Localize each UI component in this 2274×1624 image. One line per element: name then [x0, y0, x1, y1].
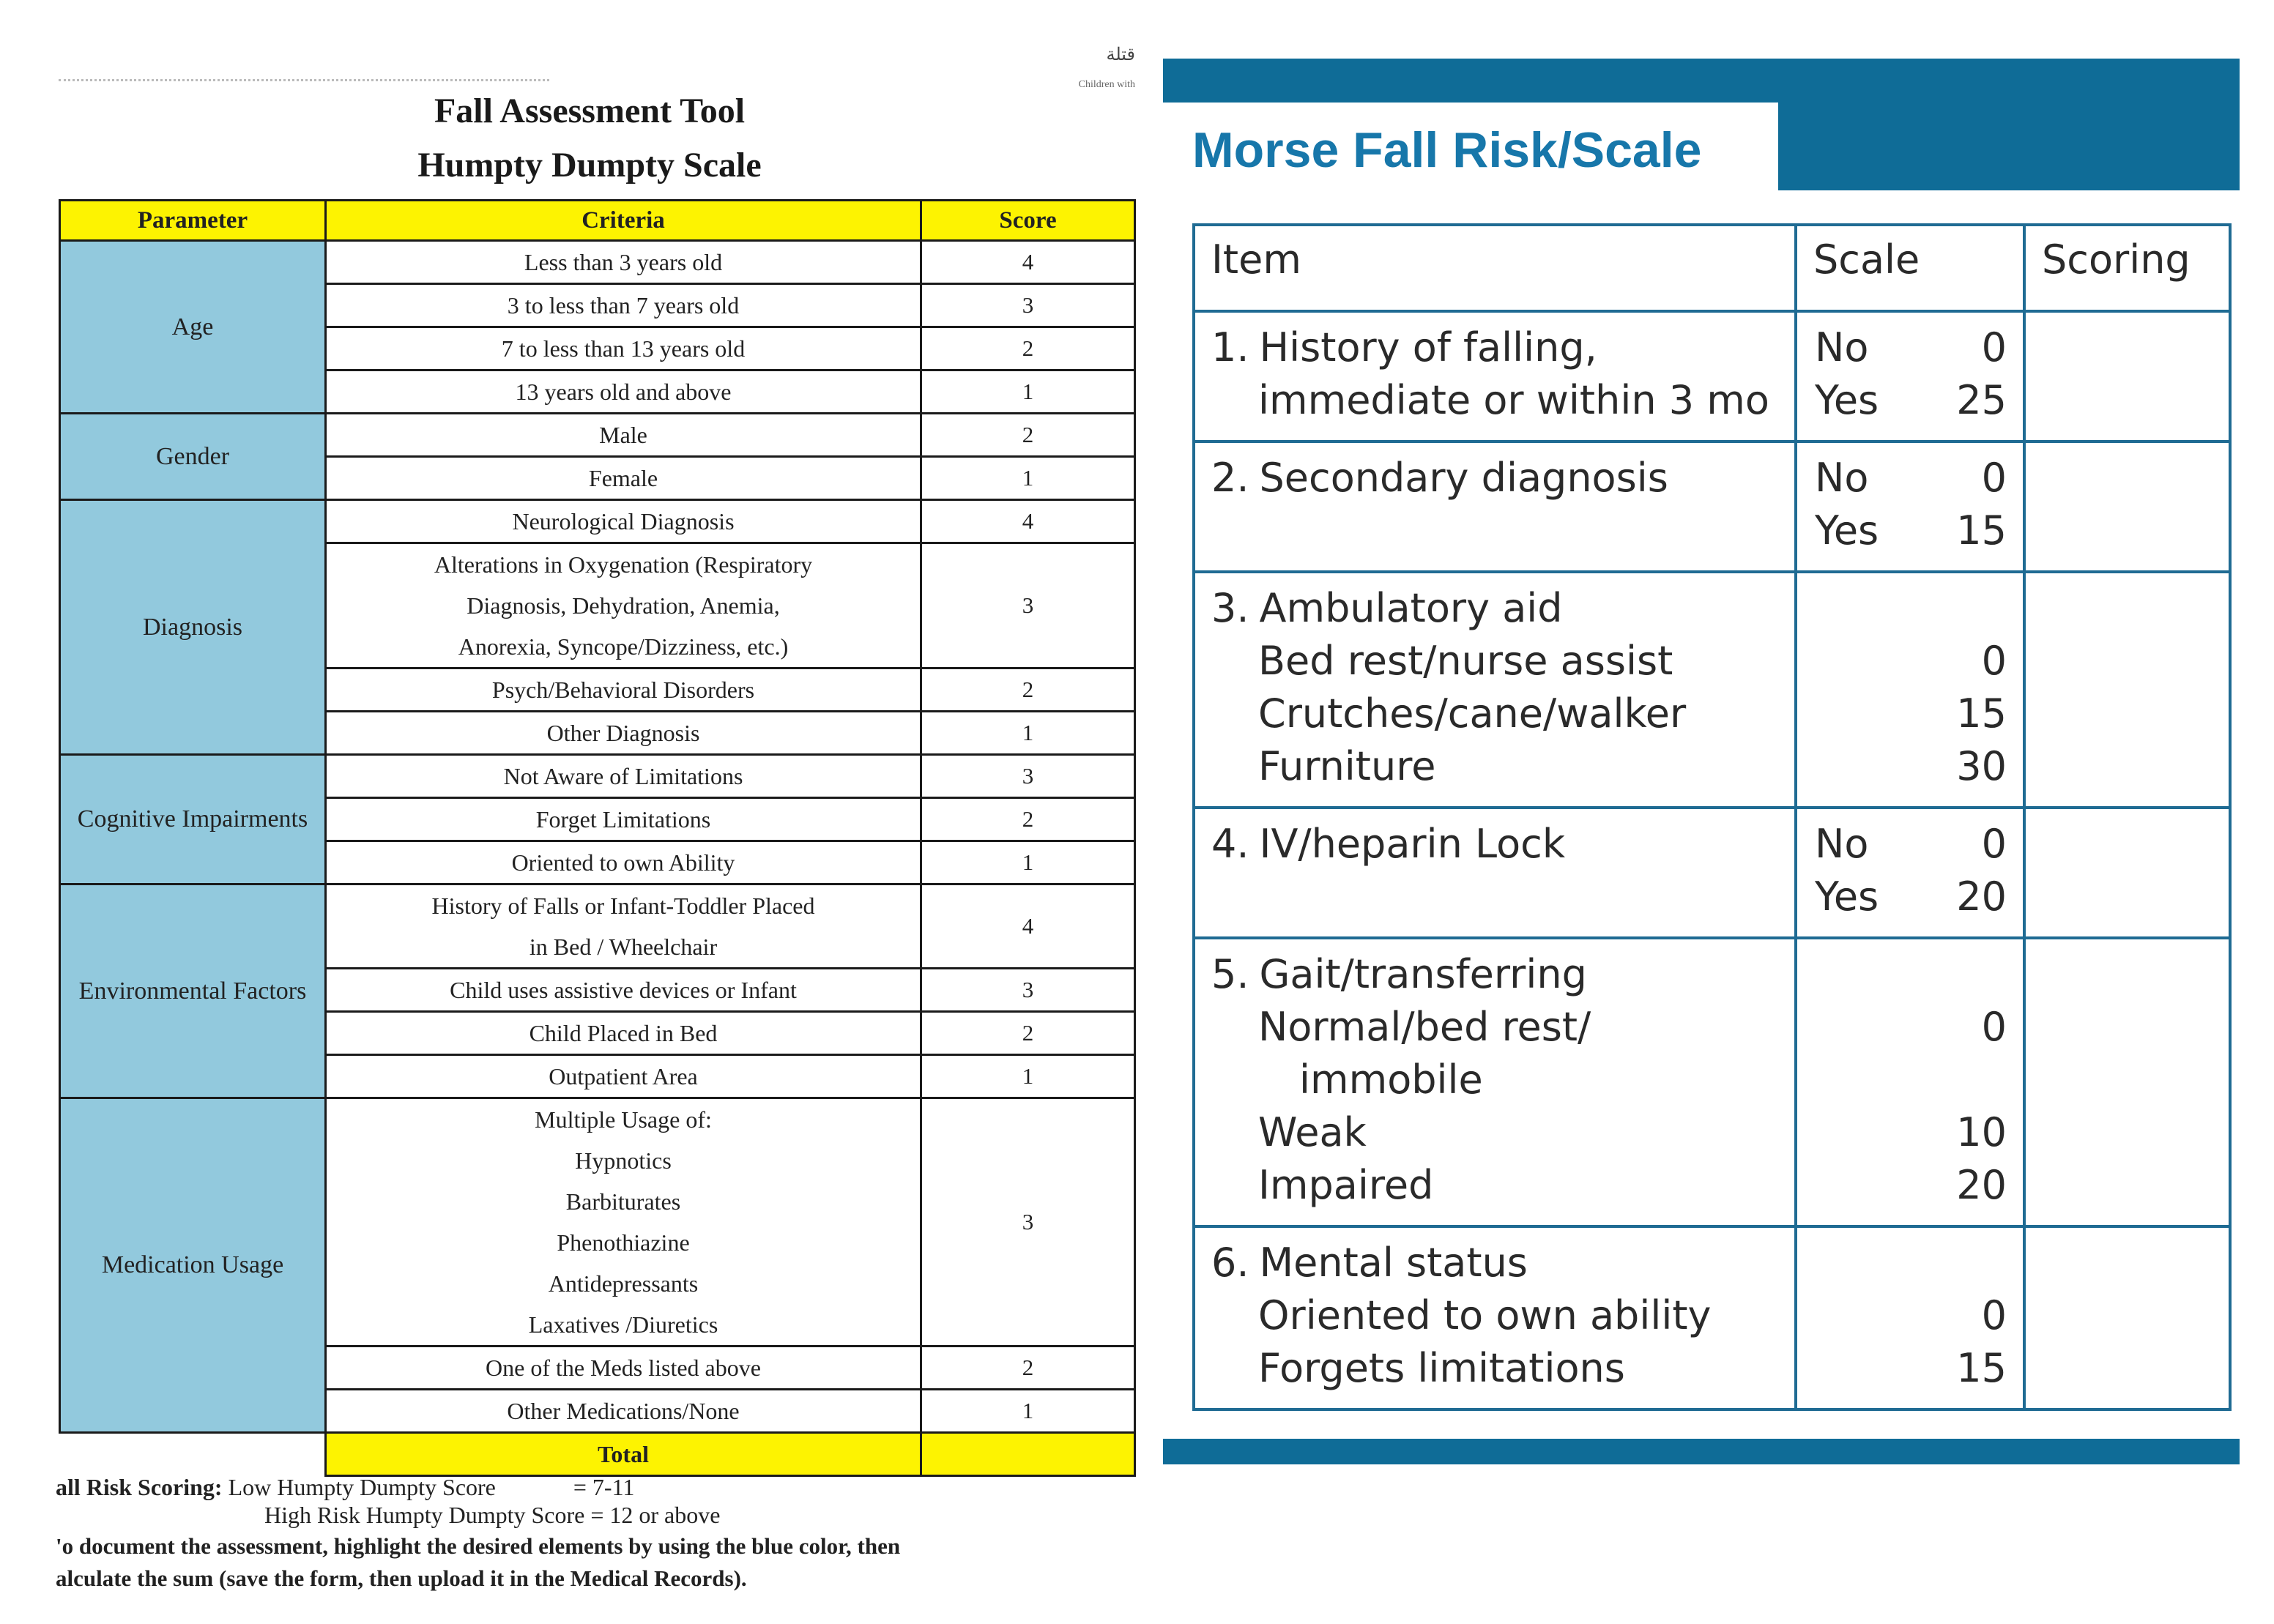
hospital-logo — [1025, 45, 1135, 91]
high-risk-label: High Risk Humpty Dumpty Score = 12 or above — [264, 1502, 721, 1528]
item-cell — [1194, 808, 1796, 938]
scale-value-row — [1815, 1159, 2007, 1212]
scoring-cell[interactable] — [2024, 1226, 2230, 1409]
scale-cell — [1796, 1226, 2024, 1409]
criteria-cell[interactable]: Other Medications/None — [326, 1390, 921, 1433]
scale-value: 15 — [1956, 690, 2007, 737]
item-label-line — [1211, 321, 1778, 374]
scale-option-label: No — [1815, 821, 1869, 867]
criteria-cell[interactable] — [326, 1098, 921, 1346]
score-cell[interactable]: 1 — [921, 1390, 1135, 1433]
scale-value-row — [1815, 688, 2007, 740]
item-sub-label: Bed rest/nurse assist — [1258, 638, 1673, 684]
item-sub-label: Furniture — [1258, 743, 1436, 789]
score-cell[interactable]: 3 — [921, 543, 1135, 668]
morse-fall-card — [1163, 59, 2240, 1464]
scale-option-value: 25 — [1956, 377, 2007, 423]
parameter-cell: Gender — [60, 414, 326, 500]
scale-option-label: Yes — [1815, 874, 1879, 920]
item-label-line — [1211, 1237, 1778, 1289]
header-scoring: Scoring — [2024, 225, 2230, 311]
scoring-label: all Risk Scoring: — [56, 1474, 223, 1500]
morse-body — [1194, 311, 2230, 1409]
criteria-cell[interactable]: Oriented to own Ability — [326, 841, 921, 884]
table-row — [60, 500, 1135, 543]
scoring-cell[interactable] — [2024, 311, 2230, 442]
scale-value-row — [1815, 1001, 2007, 1054]
header-criteria: Criteria — [326, 201, 921, 241]
item-label: Secondary diagnosis — [1259, 455, 1668, 501]
table-row — [60, 1098, 1135, 1346]
header-item: Item — [1194, 225, 1796, 311]
item-sub-label: Oriented to own ability — [1258, 1292, 1712, 1338]
logo-text: قتلة — [1106, 45, 1135, 64]
item-sub-label: Crutches/cane/walker — [1258, 690, 1687, 737]
scale-value: 0 — [1981, 1292, 2007, 1338]
total-label: Total — [326, 1433, 921, 1476]
scale-value-row — [1815, 1289, 2007, 1342]
scale-option-value: 15 — [1956, 507, 2007, 554]
table-row — [1194, 808, 2230, 938]
score-cell[interactable]: 2 — [921, 1346, 1135, 1390]
scale-cell — [1796, 808, 2024, 938]
item-label-line — [1211, 374, 1778, 427]
criteria-cell[interactable]: One of the Meds listed above — [326, 1346, 921, 1390]
item-cell — [1194, 311, 1796, 442]
scale-value-row — [1815, 1342, 2007, 1395]
scoring-cell[interactable] — [2024, 808, 2230, 938]
criteria-cell[interactable]: 3 to less than 7 years old — [326, 284, 921, 327]
criteria-line: Phenothiazine — [557, 1229, 690, 1256]
criteria-cell[interactable]: Not Aware of Limitations — [326, 755, 921, 798]
scale-option-value: 0 — [1981, 324, 2007, 370]
score-cell[interactable]: 2 — [921, 798, 1135, 841]
scale-cell — [1796, 442, 2024, 572]
item-label: History of falling, — [1259, 324, 1597, 370]
criteria-cell[interactable] — [326, 884, 921, 969]
scale-option — [1815, 504, 2007, 557]
item-sub-label: Normal/bed rest/ — [1258, 1004, 1591, 1050]
parameter-cell: Cognitive Impairments — [60, 755, 326, 884]
item-sub-label: Forgets limitations — [1258, 1345, 1625, 1391]
scale-option-label: No — [1815, 324, 1869, 370]
criteria-cell[interactable]: Child uses assistive devices or Infant — [326, 969, 921, 1012]
scale-value: 20 — [1956, 1162, 2007, 1208]
humpty-dumpty-table — [59, 199, 1136, 1477]
header-parameter: Parameter — [60, 201, 326, 241]
scale-spacer — [1815, 582, 2007, 635]
table-row — [60, 755, 1135, 798]
criteria-line: History of Falls or Infant-Toddler Placed — [431, 893, 815, 919]
item-sub-label: Weak — [1258, 1109, 1367, 1155]
score-cell[interactable]: 2 — [921, 327, 1135, 370]
criteria-line: Hypnotics — [575, 1147, 672, 1174]
table-row — [1194, 572, 2230, 808]
score-cell[interactable]: 2 — [921, 668, 1135, 712]
criteria-cell[interactable]: Psych/Behavioral Disorders — [326, 668, 921, 712]
scale-cell — [1796, 311, 2024, 442]
parameter-cell: Medication Usage — [60, 1098, 326, 1433]
item-number: 3. — [1211, 585, 1249, 631]
item-label-line — [1211, 818, 1778, 871]
criteria-cell[interactable]: 7 to less than 13 years old — [326, 327, 921, 370]
criteria-cell[interactable]: Forget Limitations — [326, 798, 921, 841]
score-cell[interactable]: 1 — [921, 1055, 1135, 1098]
criteria-cell[interactable]: 13 years old and above — [326, 370, 921, 414]
criteria-cell[interactable]: Less than 3 years old — [326, 241, 921, 284]
item-label-line — [1211, 452, 1778, 504]
morse-title: Morse Fall Risk/Scale — [1192, 122, 1702, 178]
parameter-cell: Environmental Factors — [60, 884, 326, 1098]
criteria-line: Antidepressants — [548, 1270, 699, 1297]
low-risk-value: = 7-11 — [573, 1474, 635, 1500]
parameter-cell: Diagnosis — [60, 500, 326, 755]
item-number: 2. — [1211, 455, 1249, 501]
form-title: Fall Assessment Tool — [434, 92, 746, 130]
instruction-line-2: alculate the sum (save the form, then upload it in the Medical Records). — [56, 1565, 747, 1591]
score-cell[interactable]: 3 — [921, 284, 1135, 327]
parameter-cell: Age — [60, 241, 326, 414]
scale-option-value: 0 — [1981, 821, 2007, 867]
item-label: IV/heparin Lock — [1259, 821, 1566, 867]
criteria-line: Multiple Usage of: — [535, 1106, 712, 1133]
instruction-line-1: 'o document the assessment, highlight the desired elements by using the blue color, then — [56, 1533, 901, 1559]
item-label: Ambulatory aid — [1259, 585, 1563, 631]
scale-spacer — [1815, 948, 2007, 1001]
criteria-cell[interactable]: Female — [326, 457, 921, 500]
scale-value: 30 — [1956, 743, 2007, 789]
score-cell[interactable]: 1 — [921, 712, 1135, 755]
criteria-line: Anorexia, Syncope/Dizziness, etc.) — [458, 633, 789, 660]
item-label-line — [1211, 582, 1778, 635]
scale-value: 0 — [1981, 1004, 2007, 1050]
item-sub-label: immobile — [1299, 1057, 1483, 1103]
criteria-cell[interactable]: Outpatient Area — [326, 1055, 921, 1098]
scale-option — [1815, 374, 2007, 427]
table-row — [1194, 1226, 2230, 1409]
criteria-cell[interactable]: Male — [326, 414, 921, 457]
item-number: 1. — [1211, 324, 1249, 370]
criteria-line: in Bed / Wheelchair — [529, 934, 718, 960]
criteria-line: Alterations in Oxygenation (Respiratory — [434, 551, 813, 578]
score-cell[interactable]: 1 — [921, 457, 1135, 500]
table-row — [1194, 311, 2230, 442]
score-cell[interactable]: 2 — [921, 1012, 1135, 1055]
scale-option-value: 0 — [1981, 455, 2007, 501]
score-cell[interactable]: 1 — [921, 841, 1135, 884]
criteria-cell[interactable]: Child Placed in Bed — [326, 1012, 921, 1055]
item-cell — [1194, 442, 1796, 572]
scoring-cell[interactable] — [2024, 938, 2230, 1226]
score-cell[interactable]: 3 — [921, 1098, 1135, 1346]
item-number: 4. — [1211, 821, 1249, 867]
scale-value-row — [1815, 1054, 2007, 1106]
score-cell[interactable]: 1 — [921, 370, 1135, 414]
table-row — [60, 241, 1135, 284]
scoring-notes — [56, 1472, 1140, 1595]
criteria-cell[interactable]: Neurological Diagnosis — [326, 500, 921, 543]
scale-value: 15 — [1956, 1345, 2007, 1391]
total-blank — [60, 1433, 326, 1476]
logo-subtext: Children with — [1078, 79, 1135, 91]
table-row — [1194, 442, 2230, 572]
item-cell — [1194, 938, 1796, 1226]
scale-option-value: 20 — [1956, 874, 2007, 920]
item-label: Mental status — [1259, 1240, 1528, 1286]
scale-spacer — [1815, 1237, 2007, 1289]
scoring-cell[interactable] — [2024, 442, 2230, 572]
score-cell[interactable]: 4 — [921, 884, 1135, 969]
humpty-dumpty-body — [60, 241, 1135, 1433]
table-row — [60, 414, 1135, 457]
scale-value-row — [1815, 740, 2007, 793]
scale-value: 0 — [1981, 638, 2007, 684]
form-subtitle: Humpty Dumpty Scale — [417, 146, 762, 185]
scale-cell — [1796, 572, 2024, 808]
criteria-line: Barbiturates — [565, 1188, 681, 1215]
criteria-line: Diagnosis, Dehydration, Anemia, — [467, 592, 780, 619]
item-label-line — [1211, 948, 1778, 1001]
criteria-cell[interactable]: Other Diagnosis — [326, 712, 921, 755]
item-label: immediate or within 3 mo — [1258, 377, 1769, 423]
item-cell — [1194, 572, 1796, 808]
table-row — [60, 884, 1135, 969]
total-score-field[interactable] — [921, 1433, 1135, 1476]
header-scale: Scale — [1796, 225, 2024, 311]
item-number: 6. — [1211, 1240, 1249, 1286]
item-sub-label: Impaired — [1258, 1162, 1434, 1208]
item-number: 5. — [1211, 951, 1249, 997]
scale-option — [1815, 321, 2007, 374]
score-cell[interactable]: 2 — [921, 414, 1135, 457]
morse-table — [1192, 223, 2232, 1411]
scale-option-label: No — [1815, 455, 1869, 501]
scale-option-label: Yes — [1815, 507, 1879, 554]
item-label: Gait/transferring — [1259, 951, 1587, 997]
scale-value-row — [1815, 1106, 2007, 1159]
dotted-rule — [59, 79, 549, 81]
criteria-cell[interactable] — [326, 543, 921, 668]
scale-value: 10 — [1956, 1109, 2007, 1155]
score-cell[interactable]: 3 — [921, 969, 1135, 1012]
header-score: Score — [921, 201, 1135, 241]
scale-cell — [1796, 938, 2024, 1226]
table-row — [1194, 938, 2230, 1226]
score-cell[interactable]: 3 — [921, 755, 1135, 798]
scale-value-row — [1815, 635, 2007, 688]
scale-option — [1815, 871, 2007, 923]
low-risk-label: Low Humpty Dumpty Score — [228, 1474, 496, 1500]
score-cell[interactable]: 4 — [921, 241, 1135, 284]
criteria-line: Laxatives /Diuretics — [528, 1311, 718, 1338]
scale-option — [1815, 452, 2007, 504]
scoring-cell[interactable] — [2024, 572, 2230, 808]
scale-option-label: Yes — [1815, 377, 1879, 423]
scale-option — [1815, 818, 2007, 871]
item-cell — [1194, 1226, 1796, 1409]
score-cell[interactable]: 4 — [921, 500, 1135, 543]
